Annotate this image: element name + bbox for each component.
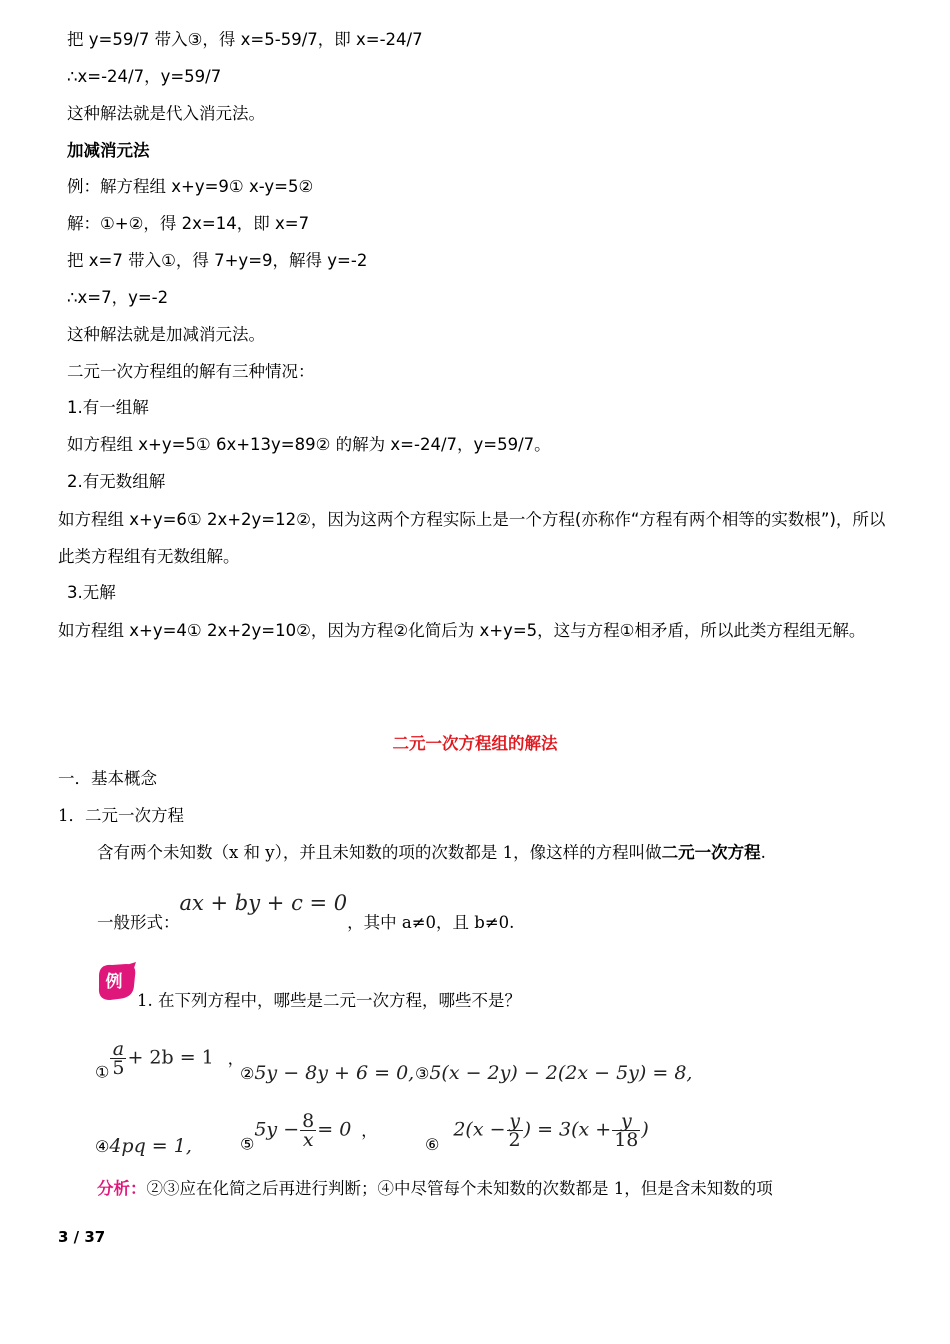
line-13: 2.有无数组解: [67, 472, 166, 491]
equation-6-den2: 18: [614, 1129, 639, 1151]
line-12: 如方程组 x+y=5① 6x+13y=89② 的解为 x=-24/7，y=59/7。: [67, 435, 551, 454]
example-badge-icon: [96, 962, 138, 1002]
line-7: 把 x=7 带入①，得 7+y=9，解得 y=-2: [67, 251, 368, 270]
general-form-condition: ，其中 a≠0，且 b≠0.: [347, 913, 515, 932]
equation-3-expr: 5(x − 2y) − 2(2x − 5y) = 8,: [429, 1062, 693, 1084]
equation-5-tail: ，: [361, 1120, 378, 1140]
equation-6-rest: ): [641, 1118, 649, 1141]
equation-3-mark: ③: [415, 1064, 430, 1083]
definition-text: 含有两个未知数（x 和 y），并且未知数的项的次数都是 1，像这样的方程叫做: [97, 843, 662, 862]
paragraph-infinite: 如方程组 x+y=6① 2x+2y=12②，因为这两个方程实际上是一个方程(亦称作“方程有两个相等的实数根”)，所以此类方程组有无数组解。: [58, 510, 886, 566]
equation-6-pre: 2(x −: [453, 1118, 506, 1141]
concept-heading: 一．基本概念: [58, 769, 157, 788]
analysis: [97, 1178, 773, 1200]
equation-6: [425, 1112, 649, 1156]
equation-2-mark: ②: [240, 1064, 255, 1083]
equation-6-den1: 2: [508, 1129, 521, 1151]
equation-6-mid: ) = 3(x +: [523, 1118, 612, 1141]
equation-1: [95, 1040, 244, 1084]
example-badge-label: 例: [105, 972, 123, 992]
analysis-label: 分析：: [97, 1179, 147, 1198]
concept-subheading: 1．二元一次方程: [58, 806, 184, 825]
equation-1-tail: ，: [227, 1048, 244, 1068]
line-3: 这种解法就是代入消元法。: [67, 104, 265, 123]
equation-1-denominator: 5: [112, 1057, 125, 1079]
page-number: 3 / 37: [58, 1228, 106, 1246]
equation-5-mark: ⑤: [240, 1134, 255, 1154]
line-8: ∴x=7，y=-2: [67, 288, 169, 307]
line-10: 二元一次方程组的解有三种情况：: [67, 362, 315, 381]
equation-2: [240, 1062, 414, 1085]
equation-5-denominator: x: [302, 1129, 314, 1151]
equation-2-expr: 5y − 8y + 6 = 0,: [254, 1062, 415, 1084]
definition-end: .: [760, 843, 766, 862]
equation-5-pre: 5y −: [254, 1118, 300, 1141]
equation-5-rest: = 0: [317, 1118, 352, 1141]
equation-6-mark: ⑥: [425, 1134, 440, 1154]
equation-4-mark: ④: [95, 1137, 110, 1156]
definition-term: 二元一次方程: [661, 843, 761, 862]
equation-4-expr: 4pq = 1,: [109, 1135, 192, 1157]
equation-6-num1: y: [507, 1112, 523, 1131]
analysis-text: ②③应在化简之后再进行判断；④中尽管每个未知数的次数都是 1，但是含未知数的项: [146, 1179, 773, 1198]
line-6: 解：①+②，得 2x=14，即 x=7: [67, 214, 310, 233]
equation-4: [95, 1135, 192, 1158]
line-1: 把 y=59/7 带入③，得 x=5-59/7，即 x=-24/7: [67, 30, 423, 49]
subheading-elimination: 加减消元法: [67, 141, 150, 160]
line-2: ∴x=-24/7，y=59/7: [67, 67, 222, 86]
equation-1-numerator: a: [110, 1040, 126, 1059]
paragraph-nosolution: 如方程组 x+y=4① 2x+2y=10②，因为方程②化简后为 x+y=5，这与方程①相矛盾，所以此类方程组无解。: [58, 621, 866, 640]
equation-1-rest: + 2b = 1: [127, 1046, 214, 1069]
general-form-label: 一般形式：: [97, 913, 180, 932]
equation-5-numerator: 8: [302, 1110, 315, 1132]
equation-3: [415, 1062, 692, 1085]
equation-5: [240, 1112, 377, 1156]
general-form: [97, 891, 515, 936]
equation-1-mark: ①: [95, 1062, 110, 1082]
definition: [97, 842, 766, 864]
line-15: 3.无解: [67, 583, 116, 602]
line-9: 这种解法就是加减消元法。: [67, 325, 265, 344]
line-5: 例：解方程组 x+y=9① x-y=5②: [67, 177, 314, 196]
equation-6-num2: y: [612, 1112, 640, 1131]
section-title: 二元一次方程组的解法: [392, 734, 558, 753]
general-form-formula: ax + by + c = 0: [179, 891, 348, 915]
line-11: 1.有一组解: [67, 398, 149, 417]
example-question: 1. 在下列方程中，哪些是二元一次方程，哪些不是？: [137, 991, 521, 1010]
